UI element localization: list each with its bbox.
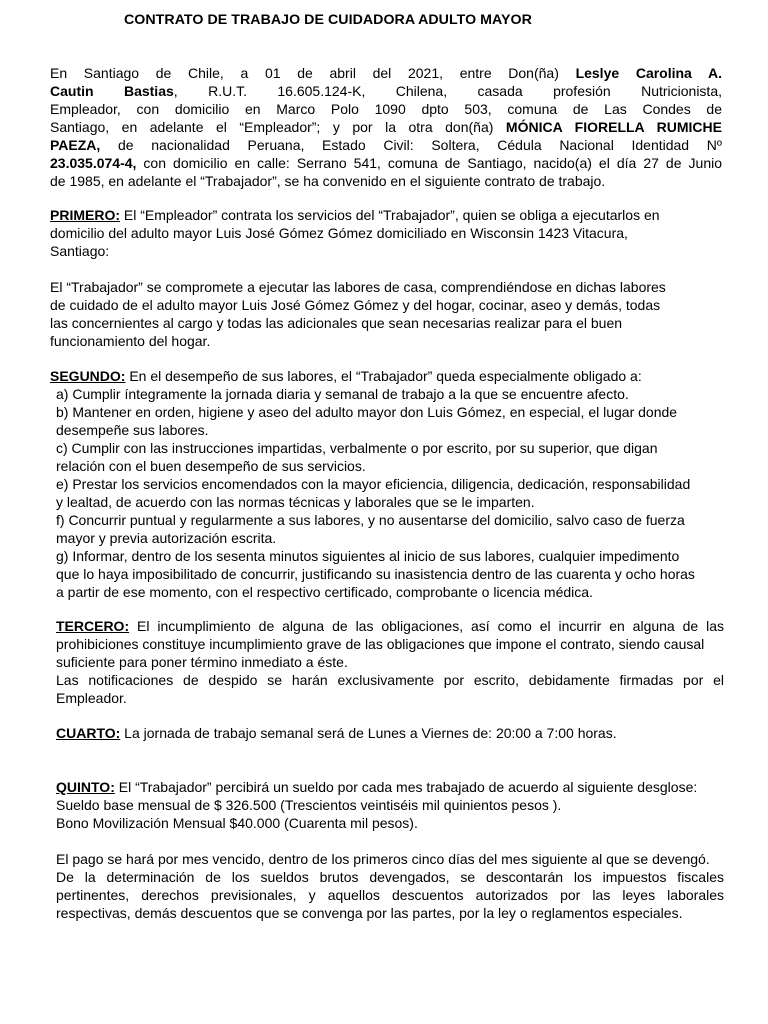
intro-text: con domicilio en calle: Serrano 541, comuna de Santiago, nacido(a) el día 27 de Junio <box>136 155 722 171</box>
intro-paragraph <box>50 64 722 190</box>
intro-text: de nacionalidad Peruana, Estado Civil: Soltera, Cédula Nacional Identidad Nº <box>100 137 722 153</box>
segundo-item-c: c) Cumplir con las instrucciones impartidas, verbalmente o por escrito, por su superior, que digan <box>56 440 658 456</box>
clause-heading: TERCERO: <box>56 618 130 634</box>
segundo-item-g: g) Informar, dentro de los sesenta minutos siguientes al inicio de sus labores, cualquier impedimento <box>56 548 680 564</box>
intro-line-7: de 1985, en adelante el “Trabajador”, se ha convenido en el siguiente contrato de trabajo. <box>50 173 606 189</box>
clause-heading: PRIMERO: <box>50 207 120 223</box>
intro-line-5 <box>50 136 722 154</box>
intro-text: Santiago, en adelante el “Empleador”; y por la otra don(ña) <box>50 119 506 135</box>
primero-line-2: domicilio del adulto mayor Luis José Gómez Gómez domiciliado en Wisconsin 1423 Vitacura, <box>50 225 628 241</box>
primero-paragraph-2 <box>50 278 720 350</box>
quinto-p2-line-4: respectivas, demás descuentos que se convenga por las partes, por la ley o reglamentos especiales. <box>56 905 683 921</box>
quinto-line-1: QUINTO: El “Trabajador” percibirá un sueldo por cada mes trabajado de acuerdo al siguiente desglose: <box>56 779 698 795</box>
intro-line-3: Empleador, con domicilio en Marco Polo 1090 dpto 503, comuna de Las Condes de <box>50 101 722 117</box>
intro-text: , R.U.T. 16.605.124-K, Chilena, casada profesión Nutricionista, <box>173 83 722 99</box>
clause-segundo <box>50 367 726 601</box>
worker-surname: PAEZA, <box>50 137 101 153</box>
tercero-line-3: suficiente para poner término inmediato a éste. <box>56 654 348 670</box>
segundo-item-f: f) Concurrir puntual y regularmente a sus labores, y no ausentarse del domicilio, salvo caso de fuerza <box>56 512 685 528</box>
clause-heading: SEGUNDO: <box>50 368 126 384</box>
cuarto-line: CUARTO: La jornada de trabajo semanal será de Lunes a Viernes de: 20:00 a 7:00 horas. <box>56 725 617 741</box>
segundo-item-b: b) Mantener en orden, higiene y aseo del adulto mayor don Luis Gómez, en especial, el lugar donde <box>56 404 678 420</box>
tercero-line-2: prohibiciones constituye incumplimiento grave de las obligaciones que impone el contrato, siendo causal <box>56 636 705 652</box>
intro-line-2 <box>50 82 722 100</box>
worker-name: MÓNICA FIORELLA RUMICHE <box>505 119 722 135</box>
tercero-line-4: Las notificaciones de despido se harán exclusivamente por escrito, debidamente firmadas por el <box>56 672 724 688</box>
intro-text: En Santiago de Chile, a 01 de abril del 2021, entre Don(ña) <box>50 65 576 81</box>
intro-line-4 <box>50 118 722 136</box>
segundo-item-g-cont: que lo haya imposibilitado de concurrir, justificando su inasistencia dentro de las cuarenta y ocho horas <box>56 566 695 582</box>
primero-p2-line-3: las concernientes al cargo y todas las adicionales que sean necesarias realizar para el buen <box>50 315 623 331</box>
clause-heading: QUINTO: <box>56 779 115 795</box>
segundo-item-a: a) Cumplir íntegramente la jornada diaria y semanal de trabajo a la que se encuentre afecto. <box>56 386 629 402</box>
quinto-p2-line-3: pertinentes, derechos previsionales, y aquellos descuentos autorizados por las leyes laborales <box>56 887 724 903</box>
clause-quinto <box>56 778 724 832</box>
quinto-p2-line-2: De la determinación de los sueldos brutos devengados, se descontarán los impuestos fiscales <box>56 869 724 885</box>
clause-heading: CUARTO: <box>56 725 121 741</box>
segundo-item-g-cont-2: a partir de ese momento, con el respectivo certificado, comprobante o licencia médica. <box>56 584 593 600</box>
intro-line-6 <box>50 154 722 172</box>
primero-p2-line-4: funcionamiento del hogar. <box>50 333 211 349</box>
segundo-item-e: e) Prestar los servicios encomendados con la mayor eficiencia, diligencia, dedicación, responsabilidad <box>56 476 691 492</box>
tercero-line-1: TERCERO: El incumplimiento de alguna de las obligaciones, así como el incurrir en alguna de las <box>56 618 724 634</box>
clause-primero <box>50 206 710 260</box>
quinto-salary-line: Sueldo base mensual de $ 326.500 (Trescientos veintiséis mil quinientos pesos ). <box>56 797 562 813</box>
primero-line-3: Santiago: <box>50 243 110 259</box>
quinto-bonus-line: Bono Movilización Mensual $40.000 (Cuarenta mil pesos). <box>56 815 418 831</box>
segundo-item-b-cont: desempeñe sus labores. <box>56 422 209 438</box>
tercero-line-5: Empleador. <box>56 690 127 706</box>
intro-line-1 <box>50 64 722 82</box>
primero-p2-line-2: de cuidado de el adulto mayor Luis José Gómez Gómez y del hogar, cocinar, aseo y demás, todas <box>50 297 661 313</box>
employer-name: Leslye Carolina A. <box>575 65 723 81</box>
primero-line-1: PRIMERO: El “Empleador” contrata los servicios del “Trabajador”, quien se obliga a ejecutarlos en <box>50 207 660 223</box>
quinto-paragraph-2 <box>56 850 724 922</box>
segundo-intro: SEGUNDO: En el desempeño de sus labores, el “Trabajador” queda especialmente obligado a: <box>50 368 642 384</box>
segundo-item-e-cont: y lealtad, de acuerdo con las normas técnicas y laborales que se le imparten. <box>56 494 535 510</box>
quinto-p2-line-1: El pago se hará por mes vencido, dentro de los primeros cinco días del mes siguiente al que se devengó. <box>56 851 710 867</box>
worker-id: 23.035.074-4, <box>50 155 137 171</box>
segundo-item-f-cont: mayor y previa autorización escrita. <box>56 530 277 546</box>
document-title: CONTRATO DE TRABAJO DE CUIDADORA ADULTO MAYOR <box>124 12 532 28</box>
primero-p2-line-1: El “Trabajador” se compromete a ejecutar las labores de casa, comprendiéndose en dichas labores <box>50 279 666 295</box>
clause-tercero <box>56 617 724 707</box>
segundo-item-c-cont: relación con el buen desempeño de sus servicios. <box>56 458 366 474</box>
clause-cuarto <box>56 724 724 742</box>
employer-surname: Cautin Bastias <box>50 83 174 99</box>
